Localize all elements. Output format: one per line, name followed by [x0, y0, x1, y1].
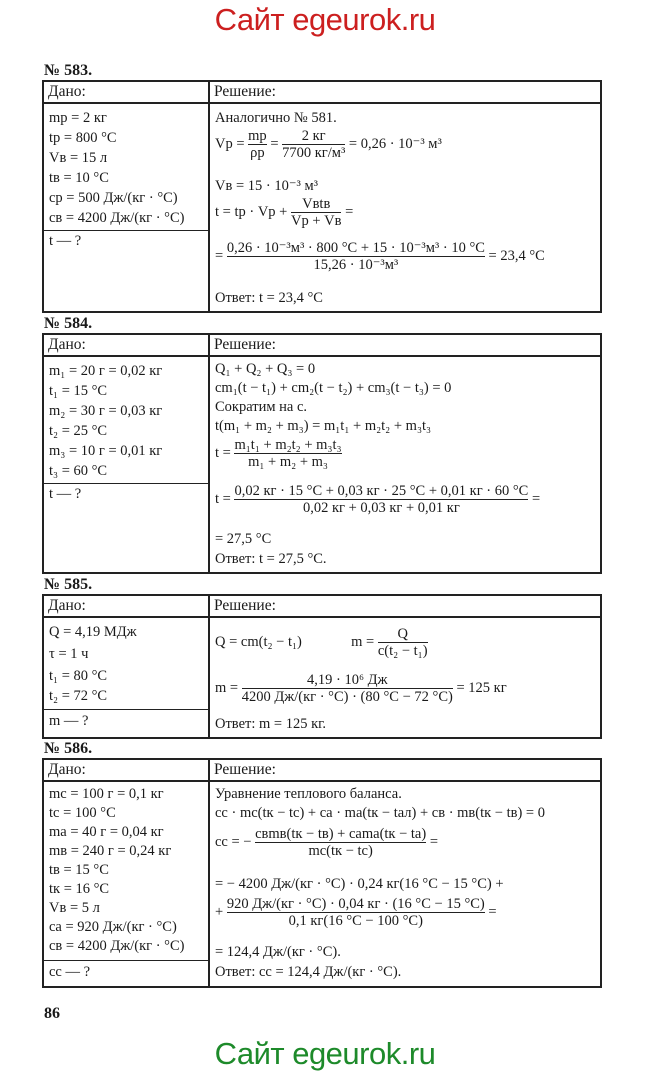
solution-line: Q₁ + Q₂ + Q₃ = 0: [215, 361, 316, 377]
given-item: tк = 16 °C: [49, 881, 110, 897]
given-item: tв = 10 °C: [49, 170, 109, 186]
formula-text: t =: [215, 490, 231, 507]
given-item: m₂ = 30 г = 0,03 кг: [49, 403, 163, 419]
find-item: t — ?: [49, 486, 82, 502]
solution-line: cm₁(t − t₁) + cm₂(t − t₂) + cm₃(t − t₃) = 0: [215, 380, 452, 396]
formula-q: [215, 626, 428, 659]
given-header: Дано:: [44, 760, 208, 782]
denominator: 0,02 кг + 0,03 кг + 0,01 кг: [234, 499, 528, 516]
given-column: [44, 335, 210, 572]
numerator: 0,26 · 10⁻³м³ · 800 °C + 15 · 10⁻³м³ · 10 °C: [226, 240, 485, 256]
given-item: tв = 15 °C: [49, 862, 109, 878]
formula-text: =: [215, 247, 224, 264]
numerator: 0,02 кг · 15 °C + 0,03 кг · 25 °C + 0,01 кг · 60 °C: [234, 483, 529, 499]
formula-t: [215, 196, 353, 229]
denominator: ρр: [248, 144, 267, 161]
find-item: cс — ?: [49, 964, 91, 980]
solution-header: Решение:: [210, 760, 600, 782]
fraction: [242, 672, 453, 705]
given-item: cв = 4200 Дж/(кг · °C): [49, 938, 185, 954]
fraction: [291, 196, 341, 229]
formula-text: m =: [351, 633, 375, 650]
fraction: [227, 240, 485, 273]
site-header: Сайт egeurok.ru: [214, 2, 436, 37]
problem-585-number: № 585.: [44, 576, 93, 593]
formula-text: t =: [215, 444, 231, 461]
given-column: [44, 596, 210, 737]
given-item: mв = 240 г = 0,24 кг: [49, 843, 172, 859]
problem-584-number: № 584.: [44, 315, 93, 332]
fraction: [378, 626, 428, 659]
denominator: Vр + Vв: [290, 213, 342, 229]
site-footer: Сайт egeurok.ru: [214, 1036, 436, 1071]
page-number: 86: [44, 1005, 60, 1022]
find-separator: [44, 483, 208, 484]
numerator: 2 кг: [301, 128, 326, 144]
solution-line: Сократим на c.: [215, 399, 308, 415]
formula-text: cс = −: [215, 833, 252, 850]
given-header: Дано:: [44, 335, 208, 357]
given-item: mр = 2 кг: [49, 110, 107, 126]
numerator: mр: [248, 128, 267, 144]
problem-583-number: № 583.: [44, 62, 93, 79]
numerator: 4,19 · 10⁶ Дж: [307, 672, 388, 688]
given-item: cр = 500 Дж/(кг · °C): [49, 190, 178, 206]
formula-text: m =: [215, 679, 239, 696]
solution-line: Уравнение теплового баланса.: [215, 786, 402, 802]
find-separator: [44, 230, 208, 231]
formula-text: =: [345, 203, 354, 220]
answer: Ответ: m = 125 кг.: [215, 716, 327, 732]
given-item: Q = 4,19 МДж: [49, 624, 137, 640]
solution-line: Vв = 15 · 10⁻³ м³: [215, 178, 318, 194]
formula-text: Vр =: [215, 135, 245, 152]
given-item: Vв = 15 л: [49, 150, 108, 166]
solution-column: [210, 335, 600, 572]
solution-line: = 27,5 °C: [215, 531, 272, 547]
find-item: t — ?: [49, 233, 82, 249]
given-item: m₁ = 20 г = 0,02 кг: [49, 363, 163, 379]
formula-vp: [215, 128, 442, 161]
given-item: mс = 100 г = 0,1 кг: [49, 786, 164, 802]
given-item: cв = 4200 Дж/(кг · °C): [49, 210, 185, 226]
given-item: t₁ = 80 °C: [49, 668, 108, 684]
denominator: c(t₂ − t₁): [377, 643, 428, 659]
problem-586-number: № 586.: [44, 740, 93, 757]
answer: Ответ: t = 27,5 °C.: [215, 551, 327, 567]
formula-cc: [215, 826, 438, 859]
formula-text: Q = cm(t₂ − t₁): [215, 633, 302, 650]
given-header: Дано:: [44, 82, 208, 104]
solution-header: Решение:: [210, 335, 600, 357]
solution-header: Решение:: [210, 82, 600, 104]
formula-text: +: [215, 903, 224, 920]
find-separator: [44, 709, 208, 710]
solution-header: Решение:: [210, 596, 600, 618]
given-item: tр = 800 °C: [49, 130, 117, 146]
solution-line: = 124,4 Дж/(кг · °C).: [215, 944, 341, 960]
given-item: cа = 920 Дж/(кг · °C): [49, 919, 177, 935]
given-item: tс = 100 °C: [49, 805, 116, 821]
given-header: Дано:: [44, 596, 208, 618]
find-item: m — ?: [49, 713, 89, 729]
solution-line: Аналогично № 581.: [215, 110, 337, 126]
answer: Ответ: t = 23,4 °C: [215, 290, 323, 306]
problem-585-box: [42, 594, 602, 739]
given-item: t₁ = 15 °C: [49, 383, 108, 399]
denominator: 4200 Дж/(кг · °C) · (80 °C − 72 °C): [241, 689, 453, 705]
formula-text: t = tр · Vр +: [215, 203, 288, 220]
formula-big: [215, 483, 540, 516]
denominator: m₁ + m₂ + m₃: [234, 453, 341, 470]
fraction: [234, 483, 528, 516]
formula-text: =: [270, 135, 279, 152]
fraction: [248, 128, 267, 161]
given-item: t₂ = 72 °C: [49, 688, 108, 704]
fraction: [227, 896, 485, 929]
problem-586-box: [42, 758, 602, 988]
numerator: cвmв(tк − tв) + cаmа(tк − tа): [255, 826, 427, 842]
given-column: [44, 82, 210, 311]
formula-text: =: [531, 490, 541, 507]
problem-584-box: [42, 333, 602, 574]
problem-583-box: [42, 80, 602, 313]
denominator: 7700 кг/м³: [282, 145, 346, 161]
formula-big: [215, 240, 545, 273]
formula-text: = 23,4 °C: [488, 247, 545, 264]
solution-column: [210, 760, 600, 986]
formula-big: [215, 672, 507, 705]
given-item: mа = 40 г = 0,04 кг: [49, 824, 164, 840]
numerator: Vвtв: [302, 196, 331, 212]
formula-text: = 0,26 · 10⁻³ м³: [348, 135, 442, 152]
solution-line: t(m₁ + m₂ + m₃) = m₁t₁ + m₂t₂ + m₃t₃: [215, 418, 432, 434]
formula-text: =: [429, 833, 438, 850]
denominator: 15,26 · 10⁻³м³: [227, 256, 485, 273]
denominator: 0,1 кг(16 °C − 100 °C): [227, 912, 485, 929]
solution-line: = − 4200 Дж/(кг · °C) · 0,24 кг(16 °C − 15 °C) +: [215, 876, 504, 892]
given-item: t₃ = 60 °C: [49, 463, 108, 479]
answer: Ответ: cс = 124,4 Дж/(кг · °C).: [215, 964, 402, 980]
formula-big: [215, 896, 497, 929]
formula-t: [215, 437, 342, 470]
given-item: τ = 1 ч: [49, 646, 89, 662]
fraction: [255, 826, 426, 859]
find-separator: [44, 960, 208, 961]
given-column: [44, 760, 210, 986]
fraction: [234, 437, 341, 470]
given-item: Vв = 5 л: [49, 900, 100, 916]
formula-text: = 125 кг: [456, 679, 507, 696]
given-item: t₂ = 25 °C: [49, 423, 108, 439]
solution-column: [210, 596, 600, 737]
numerator: m₁t₁ + m₂t₂ + m₃t₃: [234, 437, 342, 453]
solution-column: [210, 82, 600, 311]
denominator: mс(tк − tс): [255, 842, 426, 859]
numerator: 920 Дж/(кг · °C) · 0,04 кг · (16 °C − 15 °C): [226, 896, 485, 912]
fraction: [282, 128, 345, 161]
given-item: m₃ = 10 г = 0,01 кг: [49, 443, 163, 459]
numerator: Q: [397, 626, 408, 642]
formula-text: =: [488, 903, 497, 920]
solution-line: cс · mс(tк − tс) + cа · mа(tк − tал) + cв · mв(tк − tв) = 0: [215, 805, 545, 821]
